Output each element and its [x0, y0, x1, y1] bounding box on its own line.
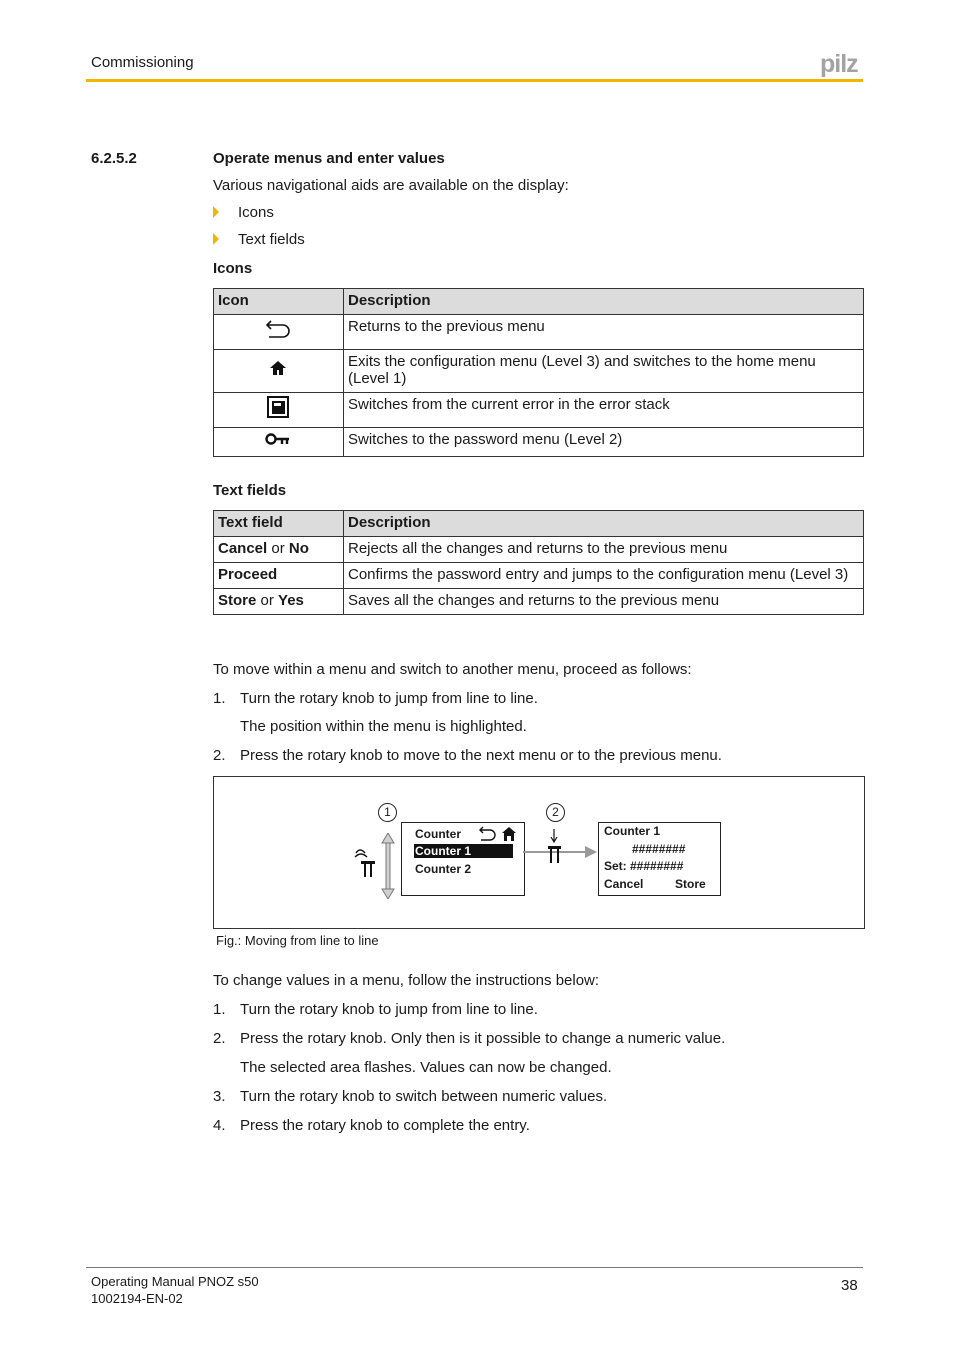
icon-description: Returns to the previous menu	[344, 315, 864, 350]
table-row	[214, 428, 864, 457]
icon-description: Switches from the current error in the error stack	[344, 393, 864, 428]
lcd-line: ########	[632, 842, 686, 856]
step-text: Turn the rotary knob to jump from line to line.	[240, 690, 538, 707]
column-header: Description	[344, 511, 864, 537]
table-header-row	[214, 289, 864, 315]
lcd-line: Counter	[415, 827, 461, 841]
step-text: Press the rotary knob to move to the next menu or to the previous menu.	[240, 747, 722, 764]
text-field-name: Store or Yes	[214, 589, 344, 615]
figure-caption: Fig.: Moving from line to line	[216, 933, 379, 948]
page-number: 38	[841, 1277, 858, 1294]
column-header: Icon	[214, 289, 344, 315]
lcd-softkey-store: Store	[675, 877, 706, 891]
step-text: Turn the rotary knob to jump from line to line.	[240, 1001, 538, 1018]
step-number: 2.	[213, 747, 226, 764]
table-header-row	[214, 511, 864, 537]
icons-heading: Icons	[213, 260, 253, 277]
change-intro: To change values in a menu, follow the instructions below:	[213, 972, 600, 989]
icons-table	[213, 288, 864, 457]
text-field-name: Cancel or No	[214, 537, 344, 563]
footer-rule	[86, 1267, 863, 1268]
back-and-home-icon	[478, 825, 518, 843]
step-number: 1.	[213, 1001, 226, 1018]
table-row	[214, 350, 864, 393]
step-text: Press the rotary knob. Only then is it possible to change a numeric value.	[240, 1030, 726, 1047]
text-field-description: Saves all the changes and returns to the previous menu	[344, 589, 864, 615]
bullet-item: Text fields	[213, 231, 305, 248]
error-stack-icon	[267, 396, 289, 418]
callout-2: 2	[546, 803, 565, 822]
header-section-title: Commissioning	[91, 54, 194, 71]
text-field-description: Confirms the password entry and jumps to the configuration menu (Level 3)	[344, 563, 864, 589]
column-header: Description	[344, 289, 864, 315]
press-knob-arrow-icon	[523, 827, 599, 867]
step-text: Turn the rotary knob to switch between numeric values.	[240, 1088, 608, 1105]
lcd-line: Set: ########	[604, 859, 684, 873]
table-row	[214, 589, 864, 615]
rotate-knob-icon	[352, 833, 398, 899]
text-fields-table	[213, 510, 864, 615]
text-fields-heading: Text fields	[213, 482, 287, 499]
column-header: Text field	[214, 511, 344, 537]
lcd-screen-edit	[598, 822, 721, 896]
header-rule	[86, 79, 863, 82]
step-note: The position within the menu is highlighted.	[240, 718, 527, 735]
intro-paragraph: Various navigational aids are available on the display:	[213, 177, 569, 194]
icon-description: Switches to the password menu (Level 2)	[344, 428, 864, 457]
step-number: 4.	[213, 1117, 226, 1134]
key-icon	[265, 431, 291, 447]
table-row	[214, 563, 864, 589]
table-row	[214, 315, 864, 350]
home-icon	[269, 360, 287, 376]
section-number: 6.2.5.2	[91, 150, 137, 167]
section-title: Operate menus and enter values	[213, 150, 445, 167]
table-row	[214, 393, 864, 428]
footer-manual-title: Operating Manual PNOZ s50	[91, 1274, 259, 1289]
text-field-description: Rejects all the changes and returns to the previous menu	[344, 537, 864, 563]
footer-doc-info	[91, 1273, 259, 1307]
step-text: Press the rotary knob to complete the entry.	[240, 1117, 530, 1134]
lcd-line: Counter 1	[604, 824, 661, 838]
lcd-line: Counter 2	[415, 862, 472, 876]
bullet-item: Icons	[213, 204, 274, 221]
table-row	[214, 537, 864, 563]
step-number: 1.	[213, 690, 226, 707]
lcd-highlighted-line: Counter 1	[414, 844, 513, 858]
bullet-arrow-icon	[213, 233, 219, 245]
icon-description: Exits the configuration menu (Level 3) and switches to the home menu (Level 1)	[344, 350, 864, 393]
step-number: 2.	[213, 1030, 226, 1047]
step-note: The selected area flashes. Values can now be changed.	[240, 1059, 612, 1076]
back-arrow-icon	[265, 318, 291, 340]
pilz-logo: pilz	[820, 50, 858, 78]
step-number: 3.	[213, 1088, 226, 1105]
footer-doc-number: 1002194-EN-02	[91, 1291, 183, 1306]
text-field-name: Proceed	[214, 563, 344, 589]
callout-1: 1	[378, 803, 397, 822]
lcd-softkey-cancel: Cancel	[604, 877, 644, 891]
lcd-screen-menu	[401, 822, 525, 896]
bullet-arrow-icon	[213, 206, 219, 218]
move-intro: To move within a menu and switch to another menu, proceed as follows:	[213, 661, 692, 678]
figure-box	[213, 776, 865, 929]
